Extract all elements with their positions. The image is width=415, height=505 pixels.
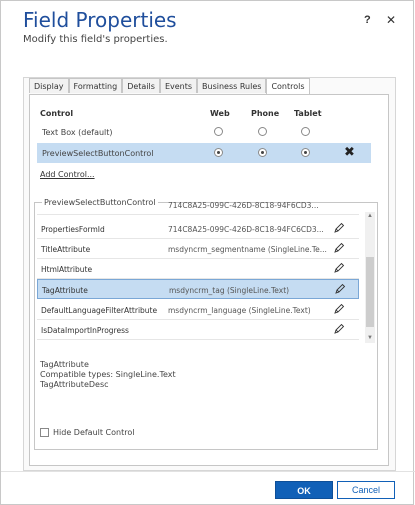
column-header-tablet: Tablet bbox=[294, 109, 322, 118]
web-radio[interactable] bbox=[214, 148, 223, 157]
tab-details[interactable]: Details bbox=[122, 78, 160, 93]
scroll-up-arrow-icon[interactable]: ▲ bbox=[367, 213, 373, 219]
dialog-subtitle: Modify this field's properties. bbox=[23, 34, 168, 45]
web-radio[interactable] bbox=[214, 127, 223, 136]
ok-button[interactable]: OK bbox=[275, 481, 333, 499]
hide-default-checkbox[interactable] bbox=[40, 428, 49, 437]
tablet-radio[interactable] bbox=[301, 127, 310, 136]
property-name: HtmlAttribute bbox=[41, 265, 93, 274]
selected-property-description: TagAttributeDesc bbox=[40, 380, 109, 389]
property-row[interactable] bbox=[37, 259, 359, 279]
property-row[interactable] bbox=[37, 300, 359, 320]
column-header-control: Control bbox=[40, 109, 74, 118]
help-button[interactable]: ? bbox=[364, 14, 371, 26]
control-name: PreviewSelectButtonControl bbox=[42, 149, 154, 158]
property-row[interactable] bbox=[37, 195, 359, 215]
edit-pencil-icon[interactable] bbox=[333, 222, 345, 234]
property-row[interactable] bbox=[37, 320, 359, 340]
property-value: 714C8A25-099C-426D-8C18-94FC6CD3... bbox=[168, 225, 324, 234]
column-header-web: Web bbox=[210, 109, 230, 118]
tab-formatting[interactable]: Formatting bbox=[69, 78, 123, 93]
tab-controls[interactable]: Controls bbox=[266, 78, 309, 94]
property-name: TitleAttribute bbox=[41, 245, 91, 254]
selected-property-types: Compatible types: SingleLine.Text bbox=[40, 370, 176, 379]
properties-legend: PreviewSelectButtonControl bbox=[44, 198, 156, 207]
hide-default-label: Hide Default Control bbox=[53, 428, 135, 437]
control-name: Text Box (default) bbox=[42, 128, 113, 137]
property-value: msdyncrm_language (SingleLine.Text) bbox=[168, 306, 311, 315]
property-row[interactable] bbox=[37, 239, 359, 259]
footer-divider bbox=[1, 471, 415, 472]
control-row-preview-select[interactable] bbox=[37, 143, 371, 163]
close-icon[interactable]: ✕ bbox=[386, 13, 397, 27]
edit-pencil-icon[interactable] bbox=[333, 262, 345, 274]
scroll-down-arrow-icon[interactable]: ▼ bbox=[367, 335, 373, 341]
add-control-link[interactable]: Add Control... bbox=[40, 170, 95, 179]
property-row[interactable] bbox=[37, 219, 359, 239]
property-name: DefaultLanguageFilterAttribute bbox=[41, 306, 158, 315]
dialog-title: Field Properties bbox=[23, 8, 177, 32]
property-value: msdyncrm_tag (SingleLine.Text) bbox=[169, 286, 290, 295]
tab-business-rules[interactable]: Business Rules bbox=[197, 78, 266, 93]
selected-property-name: TagAttribute bbox=[40, 360, 89, 369]
phone-radio[interactable] bbox=[258, 148, 267, 157]
phone-radio[interactable] bbox=[258, 127, 267, 136]
control-row-text-box[interactable] bbox=[37, 122, 371, 142]
tab-display[interactable]: Display bbox=[29, 78, 69, 93]
property-name: PropertiesFormId bbox=[41, 225, 105, 234]
property-name: TagAttribute bbox=[42, 286, 88, 295]
edit-pencil-icon[interactable] bbox=[333, 303, 345, 315]
property-name: IsDataImportInProgress bbox=[41, 326, 129, 335]
tab-events[interactable]: Events bbox=[160, 78, 197, 93]
property-value: 714C8A25-099C-426D-8C18-94F6CD3... bbox=[168, 201, 319, 210]
tab-strip bbox=[29, 78, 310, 94]
edit-pencil-icon[interactable] bbox=[333, 323, 345, 335]
scrollbar-thumb[interactable] bbox=[366, 257, 374, 327]
property-row-selected[interactable] bbox=[37, 279, 359, 299]
tablet-radio[interactable] bbox=[301, 148, 310, 157]
column-header-phone: Phone bbox=[251, 109, 280, 118]
edit-pencil-icon[interactable] bbox=[334, 283, 346, 295]
remove-control-icon[interactable]: ✖ bbox=[344, 145, 355, 160]
property-value: msdyncrm_segmentname (SingleLine.Te... bbox=[168, 245, 327, 254]
edit-pencil-icon[interactable] bbox=[333, 242, 345, 254]
cancel-button[interactable]: Cancel bbox=[337, 481, 395, 499]
